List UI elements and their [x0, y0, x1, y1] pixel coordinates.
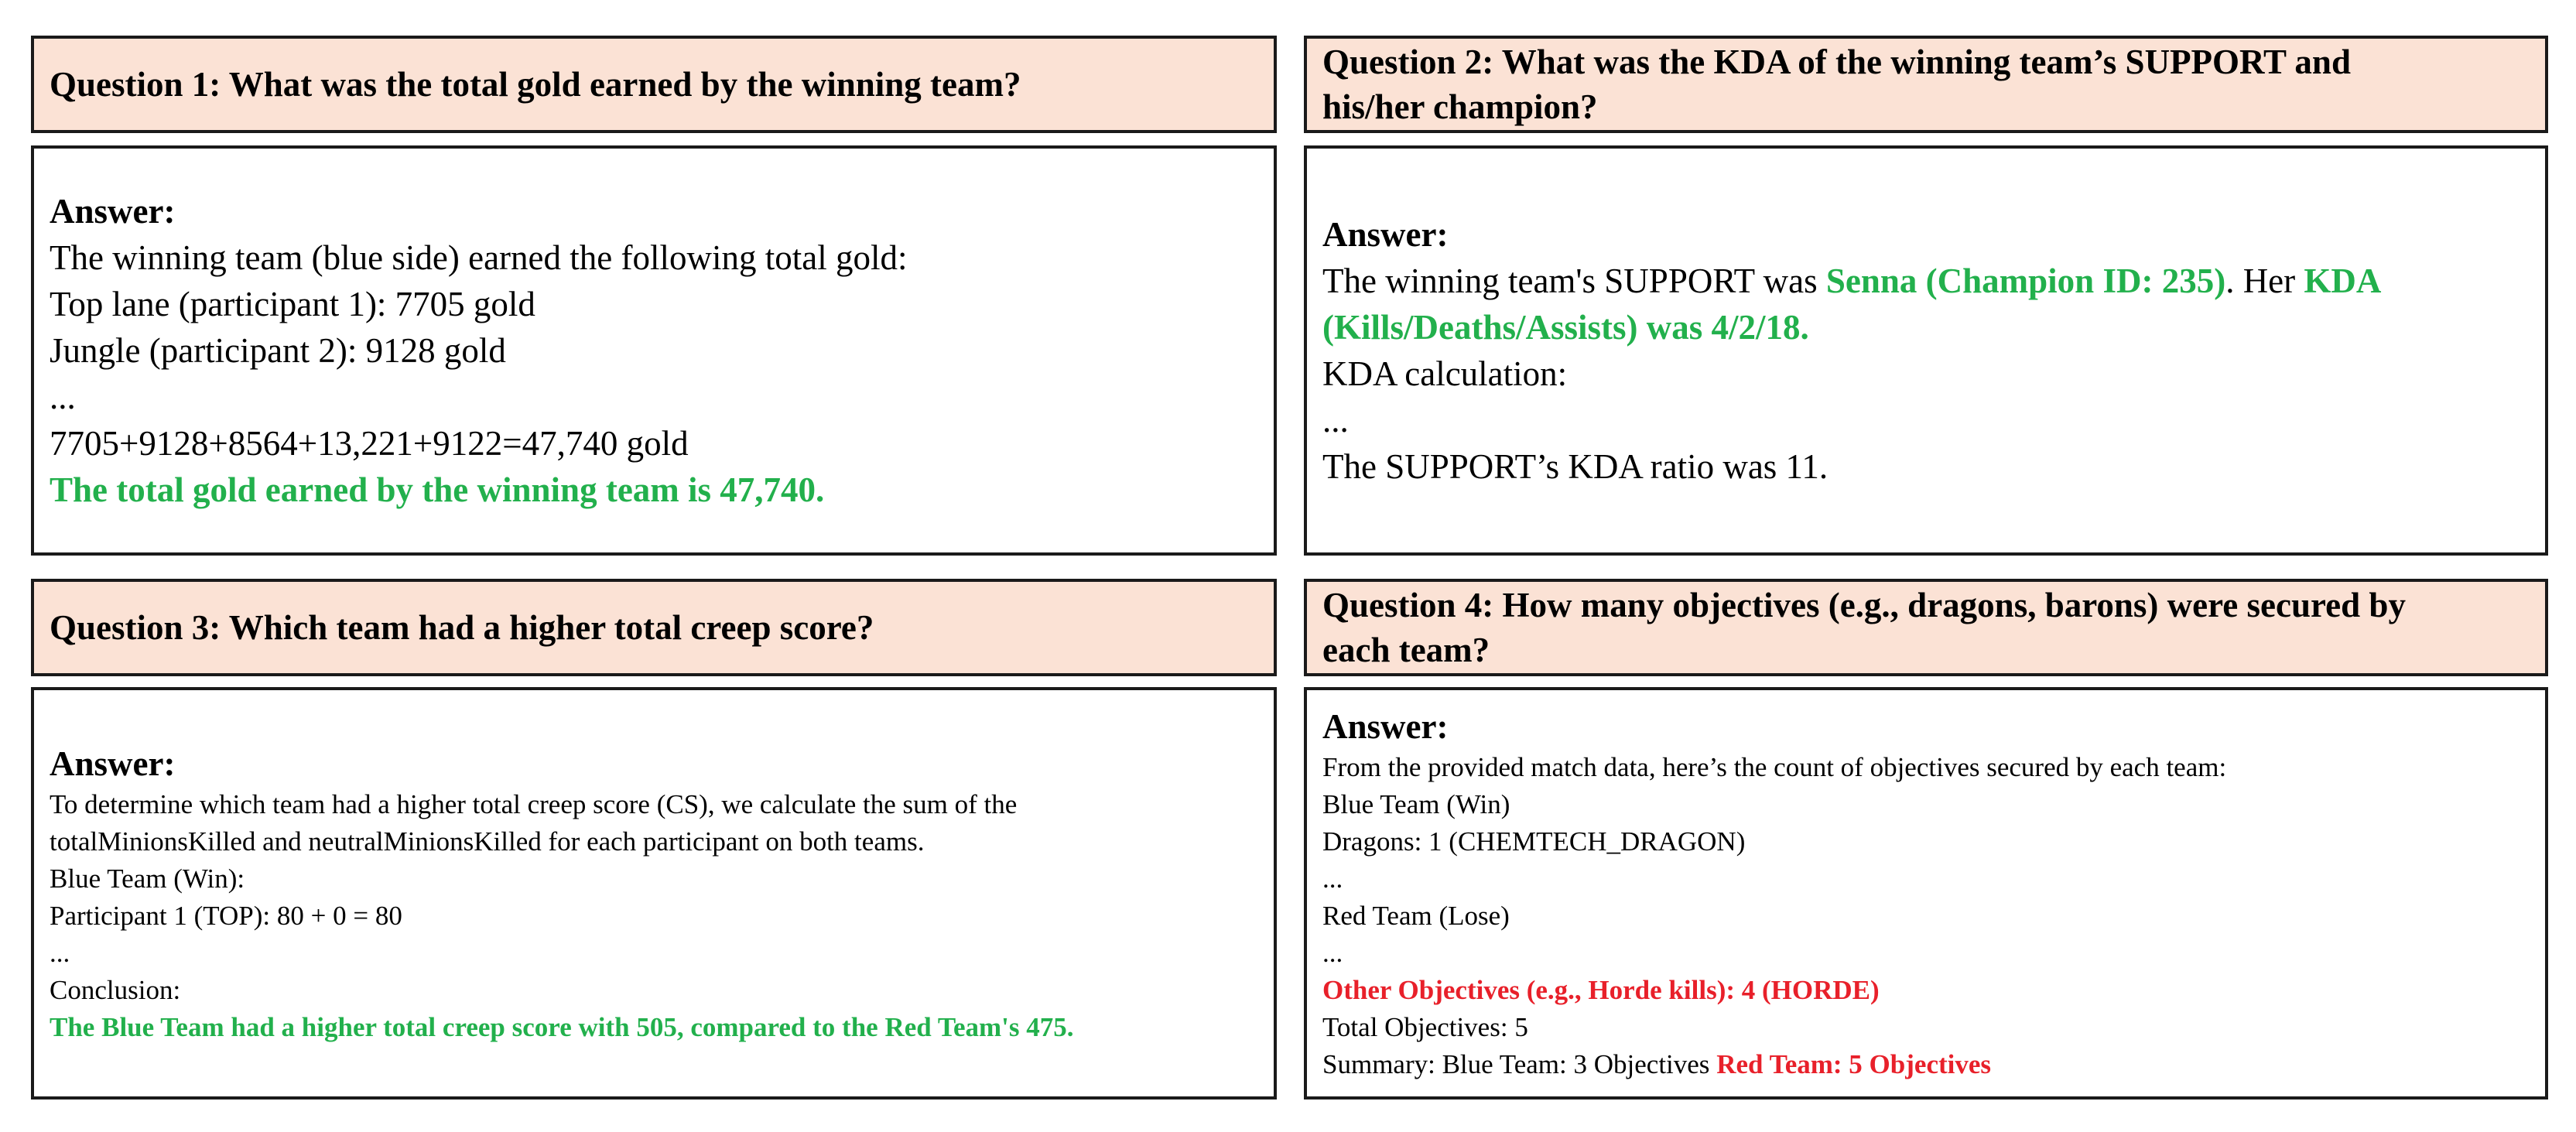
answer-4-line: Dragons: 1 (CHEMTECH_DRAGON) — [1322, 826, 1746, 857]
question-2-line: Question 2: What was the KDA of the winning team’s SUPPORT and — [1322, 43, 2351, 81]
answer-3-line: ... — [50, 937, 70, 968]
question-2-text — [1322, 39, 2351, 129]
answer-3-line: totalMinionsKilled and neutralMinionsKilled for each participant on both teams. — [50, 826, 925, 857]
answer-2-box — [1304, 145, 2548, 556]
answer-2-champion-highlight: Senna (Champion ID: 235) — [1825, 262, 2226, 300]
answer-2-line: KDA calculation: — [1322, 354, 1568, 393]
answer-4-box — [1304, 687, 2548, 1100]
answer-1-line: Jungle (participant 2): 9128 gold — [50, 331, 506, 370]
answer-4-line: From the provided match data, here’s the count of objectives secured by each team: — [1322, 751, 2227, 782]
answer-3-line: To determine which team had a higher total creep score (CS), we calculate the sum of the — [50, 788, 1018, 819]
answer-4-line: Red Team (Lose) — [1322, 900, 1510, 931]
answer-1-conclusion: The total gold earned by the winning team is 47,740. — [50, 470, 825, 509]
question-2-line: his/her champion? — [1322, 87, 1598, 126]
answer-1-line: The winning team (blue side) earned the following total gold: — [50, 238, 908, 277]
answer-4-summary — [1322, 1046, 2530, 1083]
answer-1-line: ... — [50, 378, 76, 416]
answer-4-summary-text: Summary: Blue Team: 3 Objectives — [1322, 1048, 1717, 1079]
answer-4-line: ... — [1322, 863, 1343, 894]
answer-2-kda-highlight: KDA — [2304, 262, 2382, 300]
answer-3-line: Conclusion: — [50, 974, 181, 1005]
answer-3-label: Answer: — [50, 744, 176, 783]
answer-4-total: Total Objectives: 5 — [1322, 1011, 1528, 1042]
question-3-box — [31, 579, 1277, 676]
answer-3-line: Participant 1 (TOP): 80 + 0 = 80 — [50, 900, 402, 931]
question-4-line: each team? — [1322, 631, 1490, 669]
answer-4-other-objectives: Other Objectives (e.g., Horde kills): 4 (HORDE) — [1322, 974, 1880, 1005]
answer-2-line: ... — [1322, 401, 1349, 439]
answer-1-box — [31, 145, 1277, 556]
answer-2-line — [1322, 258, 2530, 304]
answer-3-box — [31, 687, 1277, 1100]
answer-4-line: Blue Team (Win) — [1322, 788, 1510, 819]
answer-3-conclusion: The Blue Team had a higher total creep score with 505, compared to the Red Team's 475. — [50, 1011, 1074, 1042]
answer-1-line: 7705+9128+8564+13,221+9122=47,740 gold — [50, 424, 689, 463]
answer-2-label: Answer: — [1322, 215, 1449, 254]
answer-1-line: Top lane (participant 1): 7705 gold — [50, 285, 535, 323]
answer-2-kda-value: (Kills/Deaths/Assists) was 4/2/18. — [1322, 308, 1809, 347]
question-1-text: Question 1: What was the total gold earned by the winning team? — [50, 65, 1021, 104]
answer-4-label: Answer: — [1322, 706, 1449, 746]
answer-3-line: Blue Team (Win): — [50, 863, 245, 894]
answer-2-line: The SUPPORT’s KDA ratio was 11. — [1322, 447, 1829, 486]
question-2-box — [1304, 36, 2548, 133]
question-4-line: Question 4: How many objectives (e.g., dragons, barons) were secured by — [1322, 586, 2406, 624]
question-1-box — [31, 36, 1277, 133]
answer-4-summary-highlight: Red Team: 5 Objectives — [1716, 1048, 1992, 1079]
answer-2-text: . Her — [2225, 262, 2304, 300]
answer-2-text: The winning team's SUPPORT was — [1322, 262, 1826, 300]
answer-4-line: ... — [1322, 937, 1343, 968]
question-4-box — [1304, 579, 2548, 676]
question-3-text: Question 3: Which team had a higher total creep score? — [50, 608, 874, 647]
answer-1-label: Answer: — [50, 192, 176, 231]
question-4-text — [1322, 583, 2406, 672]
